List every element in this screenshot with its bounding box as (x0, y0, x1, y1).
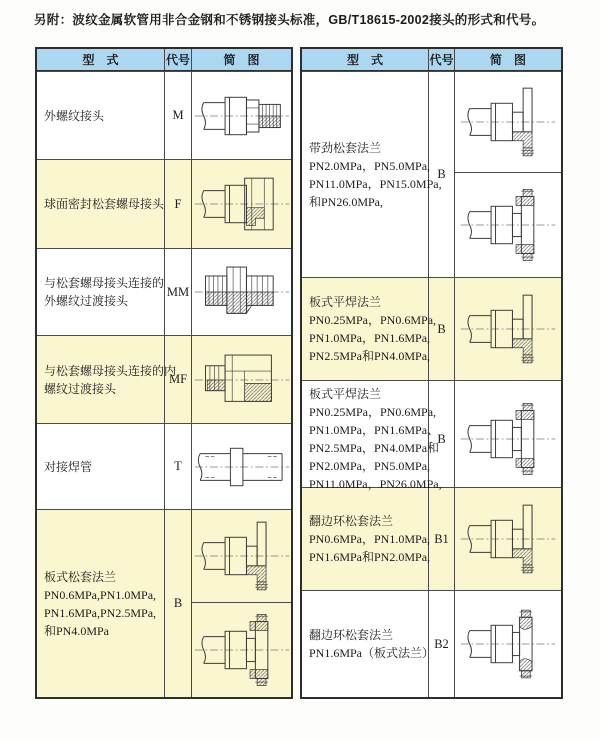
table-header-row (37, 49, 291, 71)
row-name-line: 和PN26.0MPa, (309, 194, 384, 209)
row-name-line: 板式平焊法兰 (309, 295, 382, 309)
fitting-diagram (192, 510, 291, 602)
row-diagram-cell (455, 591, 561, 697)
row-name-line: PN1.0MPa，PN1.6MPa、 (309, 423, 440, 437)
header-type: 型 式 (37, 49, 165, 70)
row-type (37, 160, 165, 248)
row-name-line: 翻边环松套法兰 (309, 514, 394, 528)
fitting-table-right (300, 47, 563, 699)
row-type (37, 336, 177, 423)
table-row (37, 423, 291, 509)
row-code: M (165, 72, 192, 159)
row-name-line: 和PN4.0MPa (44, 623, 110, 638)
row-name-line: PN1.6MPa,PN2.5MPa, (44, 605, 157, 620)
row-name-line: PN2.5MPa，PN4.0MPa和 (309, 441, 440, 455)
row-name-line: 螺纹过渡接头 (44, 381, 117, 396)
fitting-diagram (192, 336, 291, 423)
fitting-diagram (455, 488, 561, 590)
row-name-line: 板式平焊法兰 (309, 387, 382, 401)
fitting-table-left (35, 47, 293, 699)
fitting-diagram (192, 424, 291, 509)
row-name-line: PN0.25MPa，PN0.6MPa, (309, 313, 437, 327)
row-code: F (165, 160, 192, 248)
row-diagram-cell (455, 72, 561, 277)
row-diagram-cell (192, 424, 291, 509)
row-code: B (429, 381, 455, 497)
header-code: 代号 (165, 49, 192, 70)
table-row (37, 335, 291, 423)
header-diagram: 简 图 (489, 53, 526, 67)
fitting-diagram (455, 172, 561, 277)
row-name-line: 与松套螺母接头连接的 (44, 276, 165, 290)
row-code: B1 (429, 488, 455, 590)
table-header-row (302, 49, 561, 71)
row-diagram-cell (192, 72, 291, 159)
fitting-diagram (192, 160, 291, 248)
row-code: MM (165, 249, 192, 335)
fitting-diagram (455, 591, 561, 697)
row-name-line: PN1.6MPa（板式法兰） (309, 646, 435, 660)
row-diagram-cell (192, 249, 291, 335)
row-name-line: 对接焊管 (44, 459, 93, 474)
fitting-diagram (192, 602, 291, 697)
table-row (302, 590, 561, 697)
row-name-line: PN2.5MPa和PN4.0MPa, (309, 349, 431, 363)
row-name-line: 外螺纹过渡接头 (44, 294, 129, 308)
row-name-line: PN1.6MPa和PN2.0MPa, (309, 550, 431, 564)
table-row (302, 487, 561, 590)
row-diagram-cell (455, 488, 561, 590)
header-code: 代号 (429, 49, 455, 70)
row-type (302, 488, 429, 590)
row-code: B2 (429, 591, 455, 697)
row-diagram-cell (192, 160, 291, 248)
fitting-diagram (192, 249, 291, 335)
fitting-diagram (192, 72, 291, 159)
table-row (302, 380, 561, 491)
row-name-line: PN1.0MPa，PN1.6MPa, (309, 331, 431, 345)
row-type (302, 381, 442, 497)
row-diagram-cell (455, 278, 561, 380)
row-name-line: PN0.6MPa，PN1.0MPa, (309, 532, 431, 546)
row-type (302, 591, 435, 697)
row-diagram-cell (192, 510, 291, 697)
row-diagram-cell (192, 336, 291, 423)
row-type (37, 72, 165, 159)
row-code: MF (165, 336, 192, 423)
row-name-line: 板式松套法兰 (44, 569, 117, 584)
table-row (37, 159, 291, 248)
header-type: 型 式 (302, 49, 429, 70)
row-code: B (429, 278, 455, 380)
row-type (302, 72, 442, 277)
table-row (302, 277, 561, 380)
row-name-line: PN11.0MPa，PN15.0MPa, (309, 176, 442, 191)
table-row (37, 71, 291, 159)
page-title: 另附：波纹金属软管用非合金钢和不锈钢接头标准，GB/T18615-2002接头的形式和代号。 (34, 13, 545, 27)
fitting-diagram (455, 72, 561, 172)
table-row (37, 509, 291, 697)
row-type (37, 510, 165, 697)
header-diagram: 简 图 (223, 53, 260, 67)
row-name-line: PN0.6MPa,PN1.0MPa, (44, 587, 157, 602)
fitting-diagram (455, 381, 561, 497)
row-name-line: 球面密封松套螺母接头 (44, 197, 165, 211)
row-name-line: PN0.25MPa，PN0.6MPa, (309, 405, 437, 419)
row-code: B (165, 510, 192, 697)
table-row (302, 71, 561, 277)
row-name-line: 与松套螺母接头连接的内 (44, 363, 177, 378)
row-name-line: 外螺纹接头 (44, 108, 105, 123)
row-diagram-cell (455, 381, 561, 497)
row-type (302, 278, 437, 380)
row-code: T (165, 424, 192, 509)
row-name-line: PN2.0MPa，PN5.0MPa, (309, 459, 431, 473)
row-type (37, 424, 165, 509)
row-code: B (429, 72, 455, 277)
row-name-line: 带劲松套法兰 (309, 140, 382, 155)
row-name-line: 翻边环松套法兰 (309, 628, 394, 642)
row-name-line: PN2.0MPa，PN5.0MPa, (309, 158, 431, 173)
row-type (37, 249, 165, 335)
table-row (37, 248, 291, 335)
row-name-line: PN11.0MPa，PN26.0MPa, (309, 477, 442, 491)
fitting-diagram (455, 278, 561, 380)
